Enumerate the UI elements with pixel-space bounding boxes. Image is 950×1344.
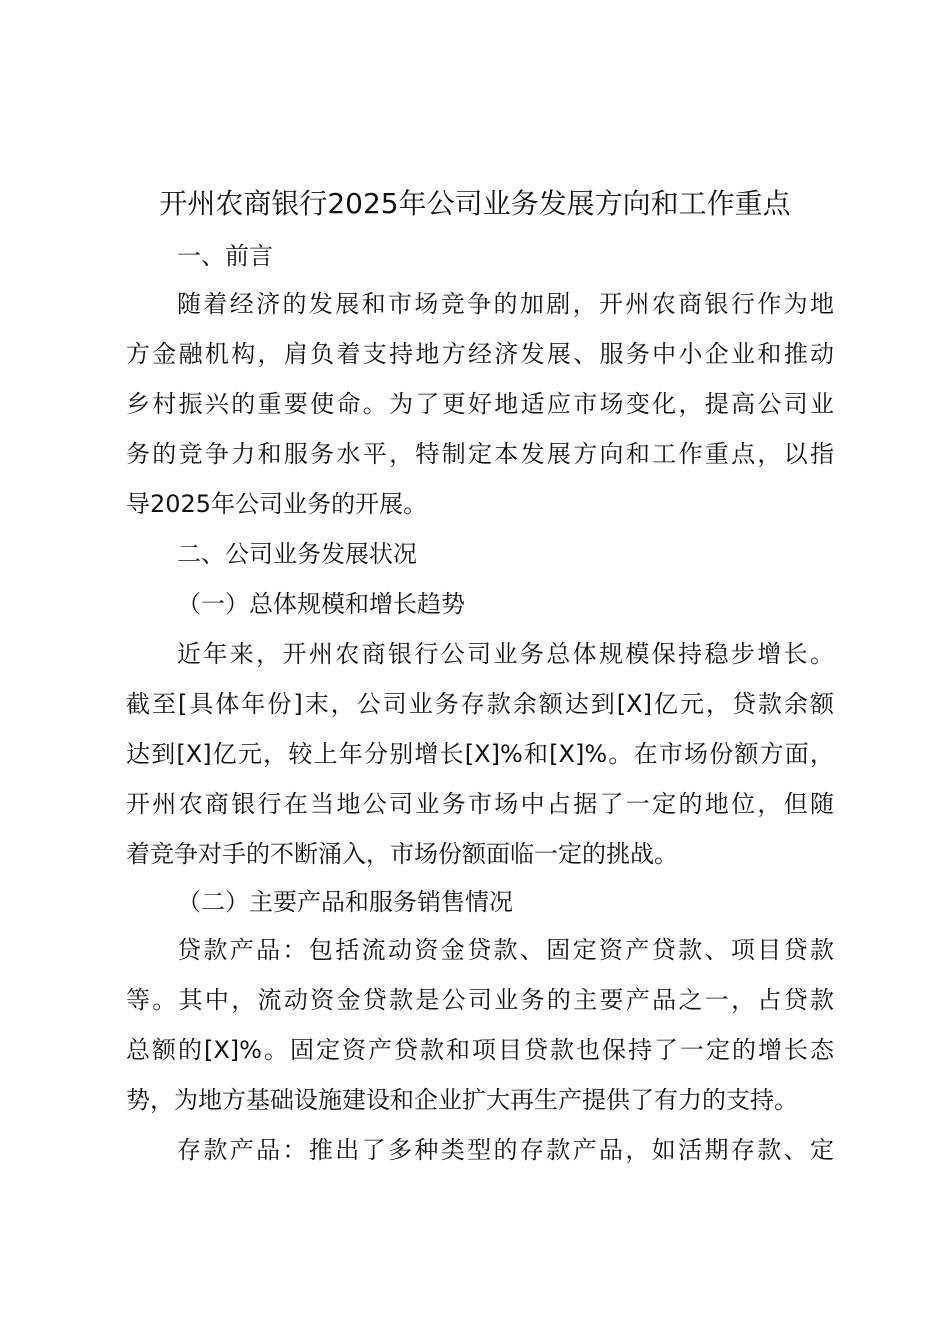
paragraph-line: 开州农商银行在当地公司业务市场中占据了一定的地位，但随 [126,790,834,818]
paragraph-line: 乡村振兴的重要使命。为了更好地适应市场变化，提高公司业 [126,390,834,418]
paragraph-line: 达到[X]亿元，较上年分别增长[X]%和[X]%。在市场份额方面， [126,740,834,768]
paragraph-line: 总额的[X]%。固定资产贷款和项目贷款也保持了一定的增长态 [126,1036,834,1064]
paragraph-line: 方金融机构，肩负着支持地方经济发展、服务中小企业和推动 [126,340,834,368]
section-heading-status: 二、公司业务发展状况 [177,540,417,568]
document-title: 开州农商银行2025年公司业务发展方向和工作重点 [159,187,791,220]
paragraph-line: 导2025年公司业务的开展。 [126,490,428,518]
paragraph-line: 截至[具体年份]末，公司业务存款余额达到[X]亿元，贷款余额 [126,690,834,718]
paragraph-line: 随着经济的发展和市场竞争的加剧，开州农商银行作为地 [177,290,834,318]
subsection-heading-scale: （一）总体规模和增长趋势 [177,590,465,618]
paragraph-line: 等。其中，流动资金贷款是公司业务的主要产品之一，占贷款 [126,986,834,1014]
paragraph-line: 贷款产品：包括流动资金贷款、固定资产贷款、项目贷款 [177,936,834,964]
paragraph-line: 务的竞争力和服务水平，特制定本发展方向和工作重点，以指 [126,440,834,468]
paragraph-line: 势，为地方基础设施建设和企业扩大再生产提供了有力的支持。 [126,1086,798,1114]
paragraph-line: 存款产品：推出了多种类型的存款产品，如活期存款、定 [177,1136,834,1164]
subsection-heading-products: （二）主要产品和服务销售情况 [177,888,513,916]
section-heading-preface: 一、前言 [177,242,273,270]
paragraph-line: 着竞争对手的不断涌入，市场份额面临一定的挑战。 [126,840,678,868]
paragraph-line: 近年来，开州农商银行公司业务总体规模保持稳步增长。 [177,640,834,668]
